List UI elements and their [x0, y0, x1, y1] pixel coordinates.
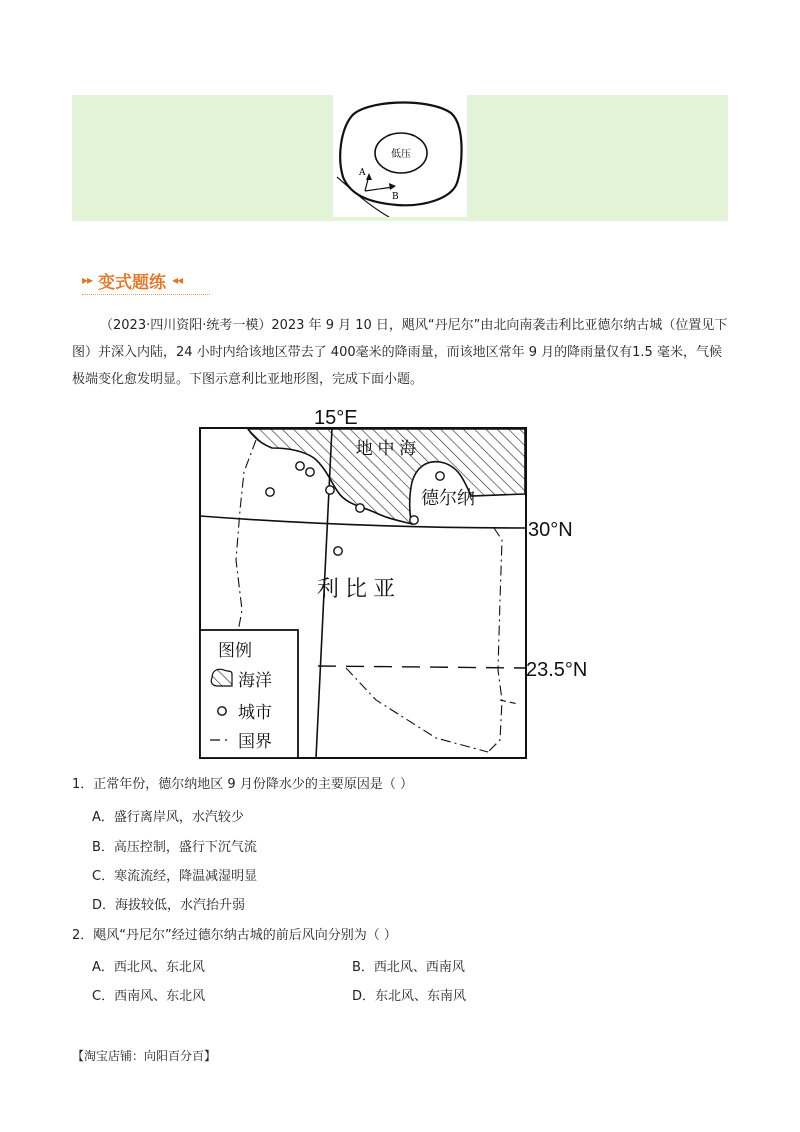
option-key: D．	[92, 898, 116, 913]
city-marker	[334, 547, 342, 555]
legend-title: 图例	[218, 641, 252, 660]
city-legend-icon	[218, 707, 226, 715]
tropic-line	[318, 666, 526, 668]
question-text: 正常年份，德尔纳地区 9 月份降水少的主要原因是（ ）	[93, 777, 413, 792]
question-number: 1．	[72, 777, 94, 792]
option-text: 西北风、西南风	[373, 960, 465, 975]
option-key: B．	[352, 960, 374, 975]
label-a: A	[359, 168, 366, 178]
country-label: 利 比 亚	[316, 576, 396, 601]
option-text: 东北风、东南风	[375, 989, 467, 1004]
section-header	[82, 266, 182, 294]
question-number: 2．	[72, 928, 94, 943]
question-text: 飓风“丹尼尔”经过德尔纳古城的前后风向分别为（ ）	[93, 928, 397, 943]
option-key: C．	[92, 989, 115, 1004]
city-marker	[266, 488, 274, 496]
city-marker	[306, 468, 314, 476]
question-1	[72, 773, 413, 792]
option-key: D．	[352, 989, 376, 1004]
arrow-b	[365, 187, 393, 191]
q1-option-a[interactable]	[92, 806, 244, 825]
arrow-a-head	[366, 173, 372, 180]
option-text: 海拔较低，水汽抬升弱	[115, 898, 246, 913]
q1-option-b[interactable]	[92, 836, 257, 855]
q2-option-b[interactable]	[352, 956, 465, 975]
city-marker	[296, 462, 304, 470]
libya-map-svg	[196, 400, 616, 762]
city-marker	[326, 486, 334, 494]
latitude-30-line	[200, 516, 526, 528]
libya-map	[196, 400, 616, 762]
option-text: 寒流流经，降温减湿明显	[114, 869, 258, 884]
question-2	[72, 924, 397, 943]
low-pressure-diagram	[333, 95, 467, 217]
sea-label: 地 中 海	[355, 439, 417, 458]
legend-border-label: 国界	[238, 732, 272, 751]
option-key: A．	[92, 810, 114, 825]
east-border-spur	[500, 700, 518, 704]
low-pressure-figure	[333, 95, 467, 217]
section-underline	[82, 294, 210, 295]
intro-paragraph	[72, 312, 732, 393]
double-arrow-right-icon: ▸▸	[82, 273, 93, 287]
east-border	[488, 528, 502, 752]
legend-city-label: 城市	[238, 703, 272, 722]
intro-text: （2023·四川资阳·统考一模）2023 年 9 月 10 日，飓风“丹尼尔”由北向南袭击利比亚德尔纳古城（位置见下图）并深入内陆，24 小时内给该地区带去了 400毫米的降雨量，而该地区常年 9 月的降雨量仅有1.5 毫米，气候极端变化愈发明显。下图示意利比亚地形图，完成下面小题。	[72, 318, 728, 387]
legend-ocean-label: 海洋	[238, 671, 272, 690]
city-marker	[356, 504, 364, 512]
q2-option-c[interactable]	[92, 985, 205, 1004]
option-text: 西北风、东北风	[113, 960, 205, 975]
q2-option-a[interactable]	[92, 956, 205, 975]
option-key: B．	[92, 840, 114, 855]
section-title: 变式题练	[98, 272, 167, 293]
q2-option-d[interactable]	[352, 985, 466, 1004]
west-border	[236, 440, 256, 632]
option-text: 盛行离岸风，水汽较少	[113, 810, 244, 825]
tropic-label: 23.5°N	[526, 659, 588, 681]
q1-option-d[interactable]	[92, 894, 245, 913]
latitude-30-label: 30°N	[528, 519, 573, 541]
arrow-b-head	[389, 183, 396, 190]
q1-option-c[interactable]	[92, 865, 257, 884]
low-pressure-label: 低压	[391, 149, 411, 160]
city-marker	[410, 516, 418, 524]
south-border	[346, 668, 488, 752]
option-text: 高压控制，盛行下沉气流	[113, 840, 257, 855]
footer-store-note: 【淘宝店铺：向阳百分百】	[72, 1049, 217, 1063]
option-text: 西南风、东北风	[114, 989, 206, 1004]
label-b: B	[392, 192, 399, 202]
double-arrow-left-icon: ◂◂	[172, 273, 183, 287]
option-key: C．	[92, 869, 115, 884]
ocean-legend-icon	[211, 669, 232, 686]
derna-label: 德尔纳	[421, 488, 475, 508]
longitude-15-label: 15°E	[314, 407, 358, 429]
option-key: A．	[92, 960, 114, 975]
derna-city-marker	[436, 472, 444, 480]
